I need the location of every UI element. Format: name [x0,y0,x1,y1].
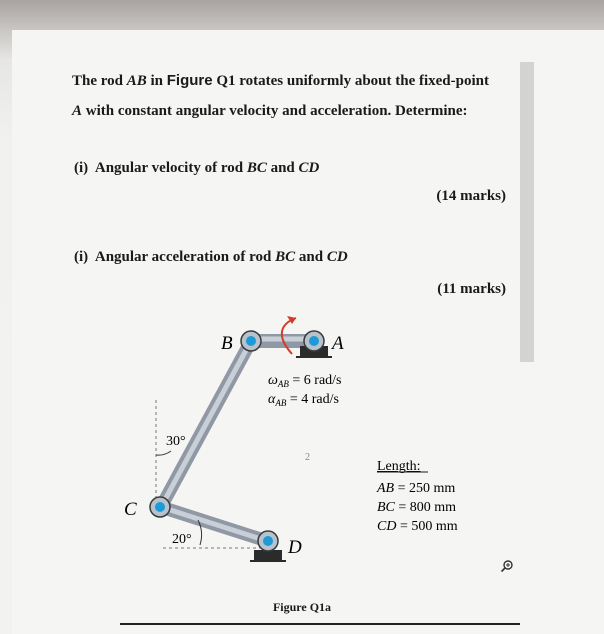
figure-caption: Figure Q1a [272,600,332,614]
rod-bc-highlight [161,341,251,507]
part-1-marks: (14 marks) [436,188,506,204]
text-run: The rod [72,73,127,89]
part-text: and [295,249,327,265]
zoom-in-icon[interactable] [500,559,514,573]
stray-mark: 2 [305,452,310,463]
part-text: Angular acceleration of rod [94,249,276,265]
length-ab: AB = 250 mm [377,481,456,496]
point-name: A [72,103,83,119]
omega-label: $\omega_{AB} = 6$ rad/s [268,373,342,389]
text-run: in [146,73,167,89]
label-c: C [124,499,137,520]
angle-arc-30 [156,451,171,455]
alpha-label: $\alpha_{AB} = 4$ rad/s [268,392,339,408]
text-run: Q1 rotates uniformly about the fixed-point [212,73,489,89]
part-number: (i) [74,249,89,265]
part-2-marks: (11 marks) [437,281,506,297]
part-number: (i) [74,160,89,176]
pin-c-center [155,502,165,512]
length-title: Length: [377,459,421,474]
angle-20-label: 20° [172,532,192,547]
pin-b-center [246,336,256,346]
length-bc: BC = 800 mm [377,500,457,515]
pin-a-center [309,336,319,346]
text-run: with constant angular velocity and acceleration. Determine: [82,103,468,119]
rod-name: BC [275,249,296,265]
rod-name: AB [126,73,147,89]
rod-name: CD [298,160,320,176]
label-d: D [288,537,302,558]
rod-name: BC [246,160,267,176]
part-text: and [266,160,299,176]
length-cd: CD = 500 mm [377,519,458,534]
label-b: B [221,333,233,354]
part-text: Angular velocity of rod [94,160,247,176]
footer-rule [120,623,520,625]
label-a: A [332,333,344,354]
rod-name: CD [326,249,348,265]
figure-word: Figure [166,72,213,89]
pin-d-center [263,536,273,546]
angle-30-label: 30° [166,434,186,449]
